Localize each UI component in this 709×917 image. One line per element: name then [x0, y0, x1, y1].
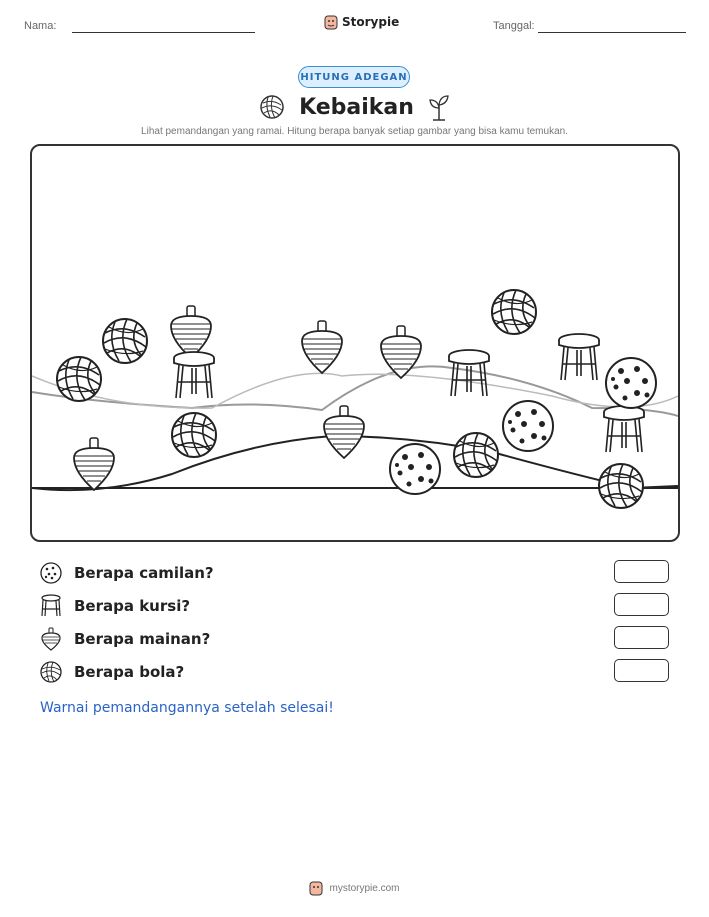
spinning-top-icon — [40, 627, 62, 651]
date-label: Tanggal: — [493, 20, 535, 32]
answer-box[interactable] — [614, 626, 669, 649]
storypie-mascot-icon — [309, 880, 323, 896]
question-chairs — [40, 593, 670, 619]
answer-box[interactable] — [614, 560, 669, 583]
question-balls — [40, 659, 670, 685]
footer — [0, 880, 709, 896]
brand-name: Storypie — [342, 15, 400, 29]
answer-box[interactable] — [614, 659, 669, 682]
question-text: Berapa bola? — [74, 663, 185, 681]
storypie-mascot-icon — [324, 14, 338, 30]
brand-logo — [324, 14, 399, 30]
scene-illustration — [32, 146, 678, 540]
coloring-note: Warnai pemandangannya setelah selesai! — [40, 700, 334, 716]
yarn-ball-icon — [259, 94, 285, 120]
date-line[interactable] — [538, 32, 686, 33]
title-row — [0, 92, 709, 122]
question-text: Berapa camilan? — [74, 564, 214, 582]
sprout-icon — [428, 92, 450, 122]
footer-url[interactable]: mystorypie.com — [329, 882, 400, 894]
counting-scene[interactable] — [30, 144, 680, 542]
stool-icon — [40, 594, 62, 618]
instruction-text: Lihat pemandangan yang ramai. Hitung berapa banyak setiap gambar yang bisa kamu temukan. — [141, 126, 568, 137]
name-label: Nama: — [24, 20, 57, 32]
question-toys — [40, 626, 670, 652]
cookie-icon — [40, 562, 62, 584]
name-line[interactable] — [72, 32, 255, 33]
question-text: Berapa mainan? — [74, 630, 211, 648]
activity-badge: HITUNG ADEGAN — [298, 66, 410, 88]
question-snacks — [40, 560, 670, 586]
question-text: Berapa kursi? — [74, 597, 191, 615]
page-title: Kebaikan — [299, 94, 414, 120]
yarn-ball-icon — [40, 661, 62, 683]
answer-box[interactable] — [614, 593, 669, 616]
